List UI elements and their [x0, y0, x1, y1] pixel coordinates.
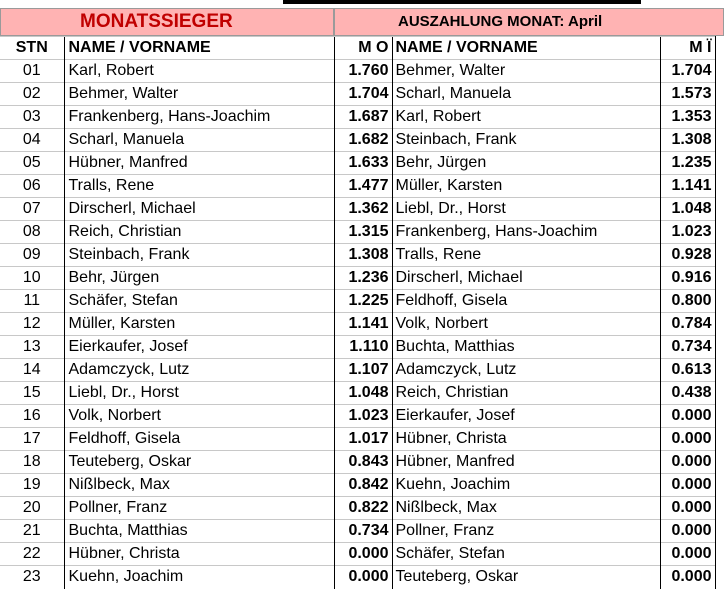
name-cell-left: Feldhoff, Gisela — [64, 428, 334, 451]
table-row — [0, 221, 715, 244]
table-row — [0, 336, 715, 359]
rank-cell: 21 — [0, 520, 64, 543]
table-row — [0, 359, 715, 382]
points-cell-right: 0.000 — [660, 520, 715, 543]
points-cell-right: 0.000 — [660, 543, 715, 566]
table-row — [0, 382, 715, 405]
name-cell-right: Tralls, Rene — [392, 244, 660, 267]
points-cell-left: 1.107 — [334, 359, 392, 382]
name-cell-left: Steinbach, Frank — [64, 244, 334, 267]
points-cell-left: 1.362 — [334, 198, 392, 221]
name-cell-right: Scharl, Manuela — [392, 83, 660, 106]
name-cell-left: Müller, Karsten — [64, 313, 334, 336]
points-cell-right: 1.308 — [660, 129, 715, 152]
points-cell-right: 1.141 — [660, 175, 715, 198]
table-row — [0, 198, 715, 221]
points-cell-left: 0.000 — [334, 543, 392, 566]
points-cell-left: 1.315 — [334, 221, 392, 244]
name-cell-right: Feldhoff, Gisela — [392, 290, 660, 313]
points-cell-right: 0.000 — [660, 474, 715, 497]
table-row — [0, 428, 715, 451]
points-cell-right: 1.023 — [660, 221, 715, 244]
points-cell-right: 0.000 — [660, 566, 715, 589]
rank-cell: 02 — [0, 83, 64, 106]
rank-cell: 06 — [0, 175, 64, 198]
points-cell-right: 0.734 — [660, 336, 715, 359]
points-cell-right: 0.000 — [660, 451, 715, 474]
rank-cell: 10 — [0, 267, 64, 290]
points-cell-left: 1.477 — [334, 175, 392, 198]
table-row — [0, 474, 715, 497]
points-cell-left: 1.687 — [334, 106, 392, 129]
points-cell-right: 0.438 — [660, 382, 715, 405]
name-cell-left: Eierkaufer, Josef — [64, 336, 334, 359]
name-cell-left: Pollner, Franz — [64, 497, 334, 520]
points-cell-left: 1.141 — [334, 313, 392, 336]
points-cell-right: 0.000 — [660, 497, 715, 520]
table-row — [0, 405, 715, 428]
points-cell-left: 1.236 — [334, 267, 392, 290]
table-row — [0, 520, 715, 543]
points-cell-right: 0.928 — [660, 244, 715, 267]
points-cell-left: 1.225 — [334, 290, 392, 313]
name-cell-right: Schäfer, Stefan — [392, 543, 660, 566]
name-cell-left: Behmer, Walter — [64, 83, 334, 106]
points-cell-right: 1.704 — [660, 60, 715, 83]
name-cell-left: Hübner, Manfred — [64, 152, 334, 175]
name-cell-right: Liebl, Dr., Horst — [392, 198, 660, 221]
points-cell-left: 1.017 — [334, 428, 392, 451]
name-cell-left: Karl, Robert — [64, 60, 334, 83]
header-row — [0, 37, 715, 60]
name-cell-left: Frankenberg, Hans-Joachim — [64, 106, 334, 129]
name-cell-right: Teuteberg, Oskar — [392, 566, 660, 589]
rank-cell: 11 — [0, 290, 64, 313]
table-row — [0, 83, 715, 106]
ranking-table — [0, 36, 716, 589]
table-row — [0, 566, 715, 589]
points-cell-left: 1.308 — [334, 244, 392, 267]
auszahlung-title: AUSZAHLUNG MONAT: April — [398, 13, 603, 30]
rank-cell: 14 — [0, 359, 64, 382]
points-cell-left: 0.843 — [334, 451, 392, 474]
rank-cell: 13 — [0, 336, 64, 359]
rank-cell: 09 — [0, 244, 64, 267]
points-cell-left: 1.760 — [334, 60, 392, 83]
points-cell-right: 1.573 — [660, 83, 715, 106]
table-row — [0, 129, 715, 152]
name-cell-left: Behr, Jürgen — [64, 267, 334, 290]
name-cell-right: Karl, Robert — [392, 106, 660, 129]
points-cell-right: 0.784 — [660, 313, 715, 336]
name-cell-right: Müller, Karsten — [392, 175, 660, 198]
name-cell-right: Nißlbeck, Max — [392, 497, 660, 520]
rank-cell: 12 — [0, 313, 64, 336]
stn-header: STN — [0, 37, 64, 60]
points-cell-right: 0.916 — [660, 267, 715, 290]
name-cell-right: Hübner, Christa — [392, 428, 660, 451]
rank-cell: 03 — [0, 106, 64, 129]
rank-cell: 05 — [0, 152, 64, 175]
points-cell-left: 1.682 — [334, 129, 392, 152]
name-cell-right: Behr, Jürgen — [392, 152, 660, 175]
name-cell-right: Kuehn, Joachim — [392, 474, 660, 497]
name-cell-left: Adamczyck, Lutz — [64, 359, 334, 382]
table-row — [0, 313, 715, 336]
rank-cell: 07 — [0, 198, 64, 221]
points-cell-left: 1.633 — [334, 152, 392, 175]
points-cell-left: 1.023 — [334, 405, 392, 428]
points-cell-left: 0.842 — [334, 474, 392, 497]
table-row — [0, 267, 715, 290]
table-row — [0, 175, 715, 198]
name-cell-left: Teuteberg, Oskar — [64, 451, 334, 474]
name-cell-right: Steinbach, Frank — [392, 129, 660, 152]
points-cell-right: 0.000 — [660, 428, 715, 451]
name-cell-right: Hübner, Manfred — [392, 451, 660, 474]
name-cell-left: Scharl, Manuela — [64, 129, 334, 152]
name-cell-left: Reich, Christian — [64, 221, 334, 244]
table-row — [0, 451, 715, 474]
points-cell-left: 1.110 — [334, 336, 392, 359]
name-cell-left: Nißlbeck, Max — [64, 474, 334, 497]
table-row — [0, 106, 715, 129]
name-cell-right: Eierkaufer, Josef — [392, 405, 660, 428]
points-cell-right: 0.000 — [660, 405, 715, 428]
name-cell-left: Dirscherl, Michael — [64, 198, 334, 221]
name-cell-left: Kuehn, Joachim — [64, 566, 334, 589]
points-cell-left: 0.822 — [334, 497, 392, 520]
rank-cell: 01 — [0, 60, 64, 83]
points-header-left: M O — [334, 37, 392, 60]
table-row — [0, 290, 715, 313]
points-header-right: M Ï — [660, 37, 715, 60]
points-cell-right: 1.235 — [660, 152, 715, 175]
rank-cell: 15 — [0, 382, 64, 405]
name-cell-right: Dirscherl, Michael — [392, 267, 660, 290]
table-row — [0, 543, 715, 566]
name-cell-right: Volk, Norbert — [392, 313, 660, 336]
points-cell-right: 1.048 — [660, 198, 715, 221]
ranking-rows — [0, 60, 715, 589]
name-cell-left: Hübner, Christa — [64, 543, 334, 566]
name-header-right: NAME / VORNAME — [392, 37, 660, 60]
monatssieger-title: MONATSSIEGER — [80, 11, 233, 32]
rank-cell: 08 — [0, 221, 64, 244]
top-divider-bar — [283, 0, 641, 4]
name-cell-left: Buchta, Matthias — [64, 520, 334, 543]
points-cell-left: 1.048 — [334, 382, 392, 405]
name-cell-left: Schäfer, Stefan — [64, 290, 334, 313]
points-cell-right: 1.353 — [660, 106, 715, 129]
table-row — [0, 152, 715, 175]
points-cell-left: 1.704 — [334, 83, 392, 106]
name-cell-left: Tralls, Rene — [64, 175, 334, 198]
rank-cell: 16 — [0, 405, 64, 428]
name-cell-right: Behmer, Walter — [392, 60, 660, 83]
rank-cell: 17 — [0, 428, 64, 451]
name-cell-right: Pollner, Franz — [392, 520, 660, 543]
name-header-left: NAME / VORNAME — [64, 37, 334, 60]
rank-cell: 04 — [0, 129, 64, 152]
monatssieger-banner — [0, 8, 334, 36]
auszahlung-banner — [334, 8, 724, 36]
table-row — [0, 244, 715, 267]
points-cell-left: 0.734 — [334, 520, 392, 543]
name-cell-right: Buchta, Matthias — [392, 336, 660, 359]
name-cell-right: Adamczyck, Lutz — [392, 359, 660, 382]
table-row — [0, 60, 715, 83]
name-cell-right: Frankenberg, Hans-Joachim — [392, 221, 660, 244]
rank-cell: 20 — [0, 497, 64, 520]
table-row — [0, 497, 715, 520]
rank-cell: 22 — [0, 543, 64, 566]
points-cell-right: 0.613 — [660, 359, 715, 382]
points-cell-right: 0.800 — [660, 290, 715, 313]
name-cell-left: Liebl, Dr., Horst — [64, 382, 334, 405]
points-cell-left: 0.000 — [334, 566, 392, 589]
rank-cell: 19 — [0, 474, 64, 497]
name-cell-left: Volk, Norbert — [64, 405, 334, 428]
rank-cell: 18 — [0, 451, 64, 474]
rank-cell: 23 — [0, 566, 64, 589]
name-cell-right: Reich, Christian — [392, 382, 660, 405]
